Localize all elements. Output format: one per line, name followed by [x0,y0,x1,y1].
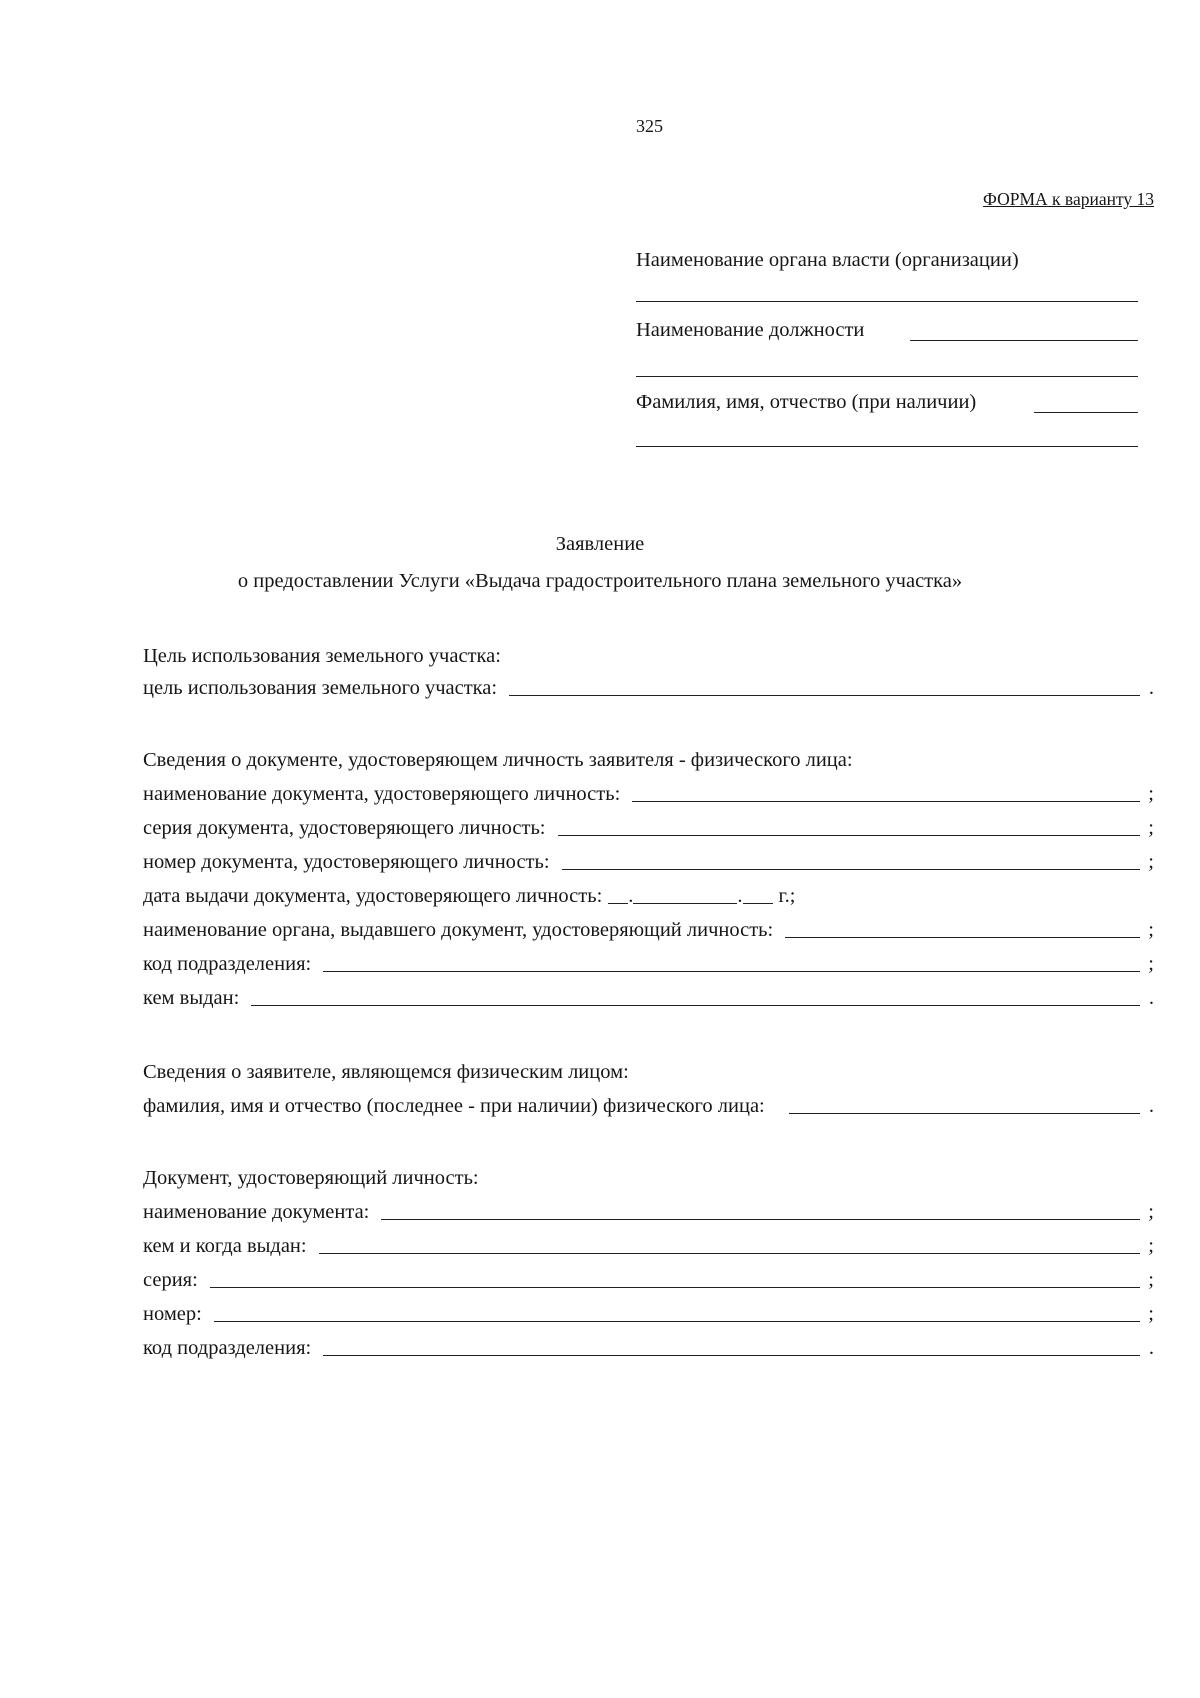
row-end-mark: . [1148,1336,1154,1359]
document-division-code-label: код подразделения: [143,1336,312,1359]
row-end-mark: ; [1148,1200,1154,1223]
applicant-fio-field[interactable] [789,1113,1140,1114]
identity-doc-section-title: Сведения о документе, удостоверяющем личность заявителя - физического лица: [143,749,853,771]
land-use-section-title: Цель использования земельного участка: [143,645,501,667]
document-title: Заявление [555,533,645,555]
form-variant-label: ФОРМА к варианту 13 [983,189,1154,209]
issued-by-label: кем выдан: [143,986,240,1009]
applicant-section-title: Сведения о заявителе, являющемся физическим лицом: [143,1061,629,1083]
fio-field-continued[interactable] [636,446,1138,447]
position-label: Наименование должности [636,319,865,341]
row-end-mark: . [1148,986,1154,1009]
identity-doc-series-field[interactable] [558,835,1141,836]
identity-doc-name-field[interactable] [632,801,1140,802]
document-section-title: Документ, удостоверяющий личность: [143,1167,479,1189]
row-end-mark: ; [1148,816,1154,839]
identity-doc-name-row [143,778,1154,804]
document-number-field[interactable] [214,1321,1140,1322]
issue-date-day-field[interactable] [608,903,628,904]
row-end-mark: ; [1148,1268,1154,1291]
fio-label: Фамилия, имя, отчество (при наличии) [636,391,977,413]
division-code-label: код подразделения: [143,952,312,975]
row-end-mark: ; [1148,918,1154,941]
position-field-continued[interactable] [636,376,1138,377]
document-name-label: наименование документа: [143,1200,370,1223]
issuing-authority-field[interactable] [785,937,1140,938]
identity-doc-number-row [143,846,1154,872]
identity-doc-issue-date-label: дата выдачи документа, удостоверяющего личность: [143,884,603,907]
identity-doc-issue-date-row [143,880,795,906]
row-end-mark: ; [1148,1234,1154,1257]
division-code-row [143,948,1154,974]
issue-date-suffix: г.; [778,884,796,907]
document-issued-field[interactable] [319,1253,1140,1254]
document-number-label: номер: [143,1302,202,1325]
land-use-purpose-row [143,672,1154,698]
document-issued-row [143,1230,1154,1256]
identity-doc-series-label: серия документа, удостоверяющего личность: [143,816,546,839]
position-field[interactable] [910,340,1138,341]
document-name-field[interactable] [381,1219,1140,1220]
issued-by-field[interactable] [251,1005,1140,1006]
authority-label: Наименование органа власти (организации) [636,249,1019,271]
row-end-mark: ; [1148,1302,1154,1325]
land-use-purpose-field[interactable] [509,695,1140,696]
row-end-mark: ; [1148,782,1154,805]
issue-date-year-field[interactable] [743,903,773,904]
date-separator: . [737,884,743,907]
row-end-mark: . [1148,676,1154,699]
document-division-code-row [143,1332,1154,1358]
issuing-authority-label: наименование органа, выдавшего документ, удостоверяющий личность: [143,918,774,941]
row-end-mark: . [1148,1094,1154,1117]
document-name-row [143,1196,1154,1222]
document-issued-label: кем и когда выдан: [143,1234,307,1257]
document-series-field[interactable] [210,1287,1140,1288]
identity-doc-number-field[interactable] [562,869,1140,870]
identity-doc-name-label: наименование документа, удостоверяющего личность: [143,782,621,805]
applicant-fio-label: фамилия, имя и отчество (последнее - при наличии) физического лица: [143,1094,765,1117]
identity-doc-series-row [143,812,1154,838]
document-series-label: серия: [143,1268,198,1291]
issue-date-month-field[interactable] [633,903,737,904]
page-number: 325 [636,116,663,136]
division-code-field[interactable] [323,971,1140,972]
authority-field[interactable] [636,301,1138,302]
applicant-fio-row [143,1090,1154,1116]
document-number-row [143,1298,1154,1324]
document-division-code-field[interactable] [323,1355,1140,1356]
row-end-mark: ; [1148,952,1154,975]
date-separator: . [628,884,634,907]
identity-doc-number-label: номер документа, удостоверяющего личность: [143,850,550,873]
issued-by-row [143,982,1154,1008]
fio-field[interactable] [1034,412,1138,413]
document-series-row [143,1264,1154,1290]
land-use-purpose-label: цель использования земельного участка: [143,676,498,699]
document-subtitle: о предоставлении Услуги «Выдача градостроительного плана земельного участка» [237,570,963,592]
row-end-mark: ; [1148,850,1154,873]
issuing-authority-row [143,914,1154,940]
